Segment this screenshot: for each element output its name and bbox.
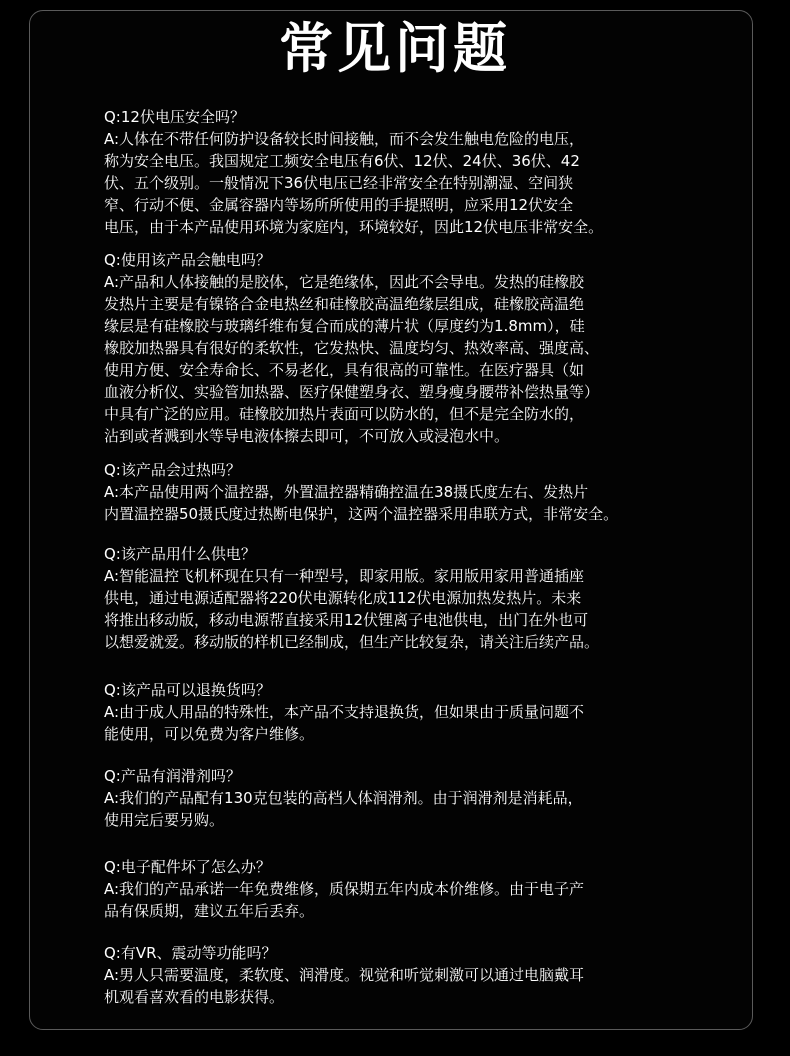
faq-answer-line: A:产品和人体接触的是胶体，它是绝缘体，因此不会导电。发热的硅橡胶 bbox=[104, 273, 585, 291]
faq-question: Q:电子配件坏了怎么办？ bbox=[104, 858, 271, 876]
faq-item-returns bbox=[104, 679, 744, 745]
faq-item-broken-parts bbox=[104, 856, 744, 922]
faq-question: Q:该产品会过热吗？ bbox=[104, 461, 241, 479]
faq-question: Q:该产品用什么供电？ bbox=[104, 545, 256, 563]
faq-answer-line: 血液分析仪、实验管加热器、医疗保健塑身衣、塑身瘦身腰带补偿热量等） bbox=[104, 383, 600, 401]
faq-answer-line: 使用完后要另购。 bbox=[104, 811, 225, 829]
faq-answer-line: 机观看喜欢看的电影获得。 bbox=[104, 988, 285, 1006]
faq-answer-line: 称为安全电压。我国规定工频安全电压有6伏、12伏、24伏、36伏、42 bbox=[104, 152, 580, 170]
faq-answer-line: 供电，通过电源适配器将220伏电源转化成112伏电源加热发热片。未来 bbox=[104, 589, 582, 607]
faq-question: Q:该产品可以退换货吗？ bbox=[104, 681, 271, 699]
faq-answer-line: A:我们的产品配有130克包装的高档人体润滑剂。由于润滑剂是消耗品， bbox=[104, 789, 583, 807]
faq-item-lubricant bbox=[104, 765, 744, 831]
faq-item-voltage bbox=[104, 106, 744, 238]
faq-question: Q:使用该产品会触电吗？ bbox=[104, 251, 271, 269]
faq-answer-line: 内置温控器50摄氏度过热断电保护，这两个温控器采用串联方式，非常安全。 bbox=[104, 505, 619, 523]
faq-answer-line: A:人体在不带任何防护设备较长时间接触，而不会发生触电危险的电压， bbox=[104, 130, 585, 148]
page-title: 常见问题 bbox=[279, 17, 511, 80]
faq-answer-line: 以想爱就爱。移动版的样机已经制成，但生产比较复杂，请关注后续产品。 bbox=[104, 633, 600, 651]
faq-answer-line: 窄、行动不便、金属容器内等场所所使用的手提照明，应采用12伏安全 bbox=[104, 196, 574, 214]
faq-item-overheat bbox=[104, 459, 744, 525]
faq-question: Q:12伏电压安全吗？ bbox=[104, 108, 245, 126]
faq-answer-line: 使用方便、安全寿命长、不易老化，具有很高的可靠性。在医疗器具（如 bbox=[104, 361, 585, 379]
faq-answer-line: A:男人只需要温度，柔软度、润滑度。视觉和听觉刺激可以通过电脑戴耳 bbox=[104, 966, 585, 984]
faq-question: Q:有VR、震动等功能吗？ bbox=[104, 944, 277, 962]
faq-answer-line: 沾到或者溅到水等导电液体擦去即可，不可放入或浸泡水中。 bbox=[104, 427, 510, 445]
faq-answer-line: 将推出移动版，移动电源帮直接采用12伏锂离子电池供电，出门在外也可 bbox=[104, 611, 589, 629]
faq-answer-line: A:由于成人用品的特殊性，本产品不支持退换货，但如果由于质量问题不 bbox=[104, 703, 585, 721]
faq-answer-line: A:本产品使用两个温控器，外置温控器精确控温在38摄氏度左右、发热片 bbox=[104, 483, 589, 501]
faq-answer-line: 品有保质期，建议五年后丢弃。 bbox=[104, 902, 315, 920]
faq-item-electric-shock bbox=[104, 249, 744, 447]
faq-answer-line: A:我们的产品承诺一年免费维修，质保期五年内成本价维修。由于电子产 bbox=[104, 880, 585, 898]
faq-answer-line: 中具有广泛的应用。硅橡胶加热片表面可以防水的，但不是完全防水的， bbox=[104, 405, 585, 423]
faq-answer-line: 电压，由于本产品使用环境为家庭内，环境较好，因此12伏电压非常安全。 bbox=[104, 218, 604, 236]
faq-answer-line: A:智能温控飞机杯现在只有一种型号，即家用版。家用版用家用普通插座 bbox=[104, 567, 585, 585]
faq-item-power-supply bbox=[104, 543, 744, 653]
faq-answer-line: 能使用，可以免费为客户维修。 bbox=[104, 725, 315, 743]
faq-item-features bbox=[104, 942, 744, 1008]
faq-answer-line: 缘层是有硅橡胶与玻璃纤维布复合而成的薄片状（厚度约为1.8mm），硅 bbox=[104, 317, 585, 335]
faq-answer-line: 发热片主要是有镍铬合金电热丝和硅橡胶高温绝缘层组成，硅橡胶高温绝 bbox=[104, 295, 585, 313]
faq-answer-line: 伏、五个级别。一般情况下36伏电压已经非常安全在特别潮湿、空间狭 bbox=[104, 174, 574, 192]
faq-question: Q:产品有润滑剂吗？ bbox=[104, 767, 241, 785]
faq-answer-line: 橡胶加热器具有很好的柔软性，它发热快、温度均匀、热效率高、强度高、 bbox=[104, 339, 600, 357]
